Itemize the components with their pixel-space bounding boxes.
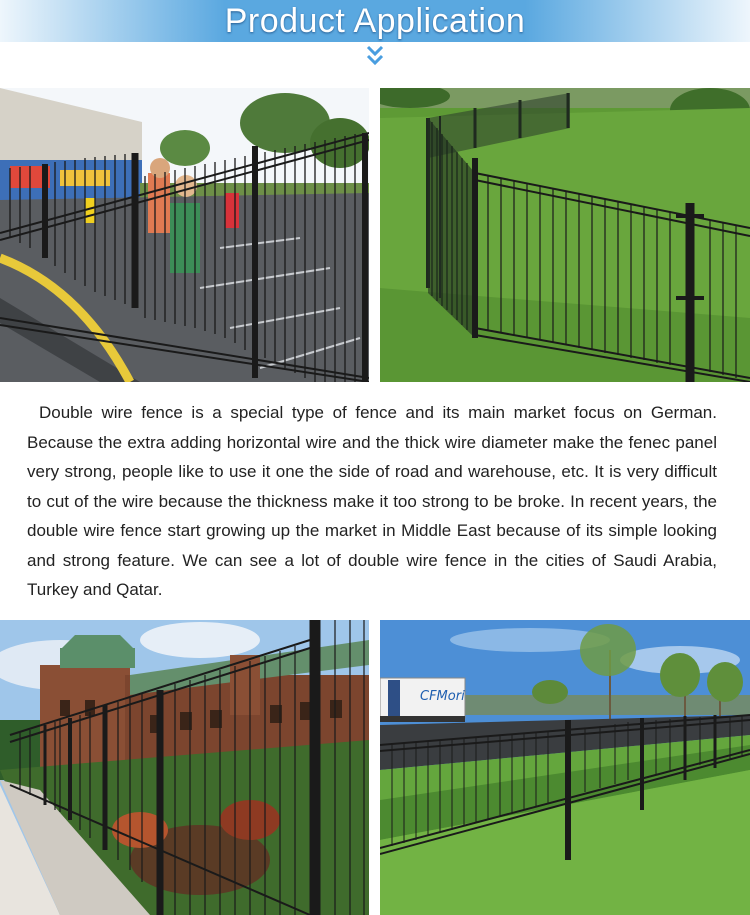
- photo-lawn-fence-corner: [380, 88, 750, 382]
- photo-roadside-fence-trucks: [380, 620, 750, 915]
- photo-building-fence: [0, 620, 369, 915]
- description-text: Double wire fence is a special type of fence and its main market focus on German. Because the extra adding horizontal wire and the thick wire diameter make the fenec panel very strong, people like to use it one the side of road and warehouse, etc. It is very difficult to cut of the wire because the thickness make it too strong to be broke. In recent years, the double wire fence start growing up the market in Middle East because of its simple looking and strong feature. We can see a lot of double wire fence in the cities of Saudi Arabia, Turkey and Qatar.: [27, 403, 717, 599]
- page-title: Product Application: [224, 2, 526, 40]
- photo-school-playground-fence: [0, 88, 369, 382]
- truck-logo-text: CFMori: [420, 689, 465, 704]
- double-chevron-down-icon: [365, 44, 385, 68]
